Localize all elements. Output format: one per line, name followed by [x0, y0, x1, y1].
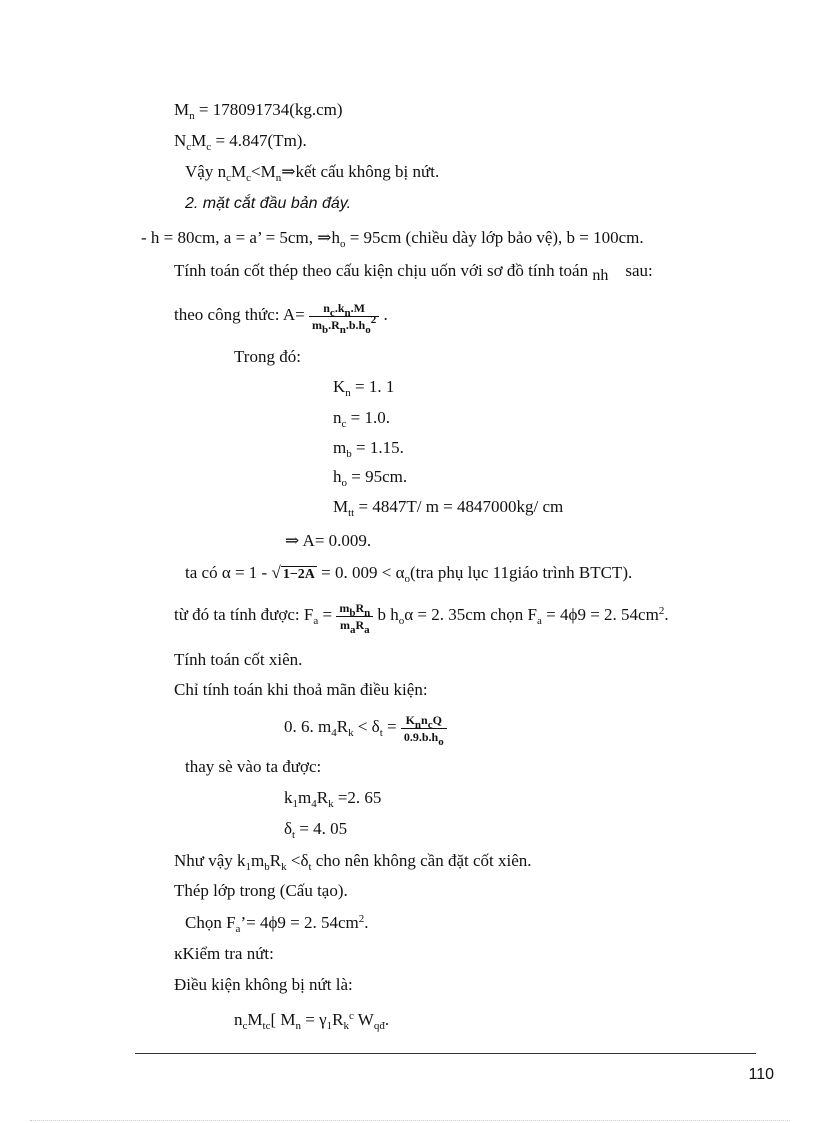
mtt-line: $M_{tt} = 4847T/$ m = 4847000kg/ cm [333, 497, 564, 519]
formula-a-fraction: $\frac{n_c.k_n.M}{m_b.R_n.b.h_o^2}$ [309, 301, 379, 332]
calc-intro-line: Tính toán cốt thép theo cấu kiện chịu uốn với sơ đồ tính toán nh sau: [174, 261, 653, 284]
section-heading: 2. mặt cắt đầu bản đáy. [185, 195, 352, 212]
nc-line: $n_c = 1.0$. [333, 408, 390, 430]
params-line: - h = 80cm, a = a’ = 5cm, $\Rightarrow h_o = 95cm$ (chiều dày lớp bảo vệ), b = 100cm. [141, 228, 644, 250]
condition-intro: Chỉ tính toán khi thoả mãn điều kiện: [174, 680, 428, 699]
substitute-line: thay sè vào ta được: [185, 757, 322, 776]
ncmc-line: $N_cM_c = 4.847(Tm)$. [174, 131, 307, 153]
formula-delta-fraction: $\frac{K_nn_cQ}{0.9.b.h_o}$ [401, 713, 447, 744]
bottom-dotted-line [30, 1120, 790, 1121]
inner-steel-line: Thép lớp trong (Cấu tạo). [174, 881, 348, 900]
where-label: Trong đó: [234, 347, 301, 366]
ho-line: $h_o = 95cm$. [333, 467, 408, 489]
kn-line: $K_n = 1$. 1 [333, 377, 395, 399]
alpha-line: ta có α = 1 - √ 1−2A = 0. $009 < \alpha_o(tra$ phụ lục 11giáo trình BTCT). [185, 563, 633, 585]
fa-line: từ đó ta tính được: $F_a$ = $\frac{m_bR_n}{m_aR_a}$ b $h_o\alpha = 2$. 35cm chọn $F_a = 4\phi 9 = 2$. $54cm^2$. [174, 600, 669, 636]
page-number: 110 [748, 1066, 774, 1083]
footer-rule [135, 1053, 756, 1054]
a-result-line: ⇒ A= 0.009. [285, 531, 372, 550]
crack-check-line: ĸKiểm tra nứt: [174, 944, 274, 963]
conclusion2-line: Như vậy $k_1m_bR_k <\delta_t$ cho nên không cần đặt cốt xiên. [174, 851, 532, 873]
slant-heading: Tính toán cốt xiên. [174, 650, 303, 669]
mb-line: $m_b = 1.15$. [333, 438, 404, 460]
final-formula-line: $n_cM_{tc}$[ $M_n = \gamma_1R_k^c$ $W_{qđ}$. [234, 1010, 390, 1032]
formula-fa-fraction: $\frac{m_bR_n}{m_aR_a}$ [336, 601, 373, 632]
formula-a-line: theo công thức: A= $\frac{n_c.k_n.M}{m_b.R_n.b.h_o^2}$ . [174, 300, 388, 336]
delta-t-line: $\delta_t = 4$. 05 [284, 819, 348, 841]
k1m4rk-line: $k_1m_4R_k =2$. 65 [284, 788, 382, 810]
choose-fa2-line: Chọn $F_a’= 4\phi 9 = 2$. $54cm^2$. [185, 913, 369, 935]
conclusion-line: Vậy $n_cM_c<M_n\Rightarrow kết$ cấu không bị nứt. [185, 162, 440, 184]
mn-line: $M_n = 178091734(kg.cm)$ [174, 100, 343, 122]
condition-line: 0. 6. $m_4R_k < \delta_t$ = $\frac{K_nn_cQ}{0.9.b.h_o}$ [284, 710, 447, 744]
no-crack-cond-line: Điều kiện không bị nứt là: [174, 975, 353, 994]
